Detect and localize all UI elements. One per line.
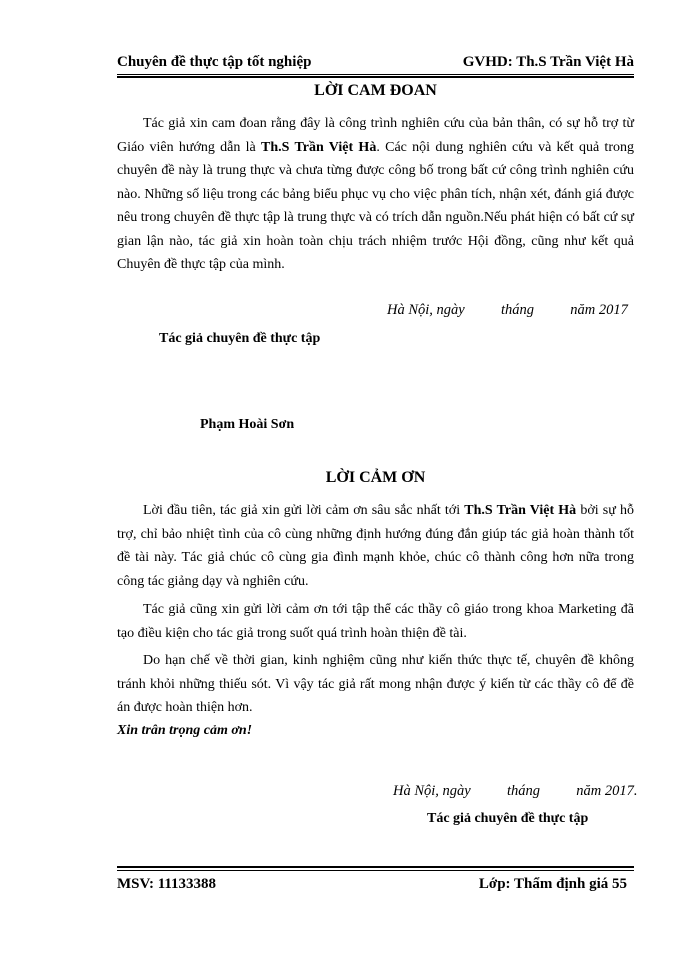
cam-doan-date: Hà Nội, ngày tháng năm 2017 <box>387 302 628 318</box>
header-right-text: GVHD: Th.S Trần Việt Hà <box>462 54 634 70</box>
cam-doan-signer-name: Phạm Hoài Sơn <box>200 417 295 432</box>
cam-on-text-b: bởi sự hỗ trợ, chỉ bảo nhiệt tình của cô cùng những định hướng đúng đắn giúp tác giả hoàn thành tốt đề tài này. Tác giả chúc cô cùng gia đình mạnh khỏe, chúc cô thành công hơn nữa trong công tác giảng dạy và nghiên cứu. <box>117 503 634 589</box>
footer-student-id: MSV: 11133388 <box>117 876 217 892</box>
footer-class: Lớp: Thẩm định giá 55 <box>478 876 627 892</box>
advisor-name: Th.S Trần Việt Hà <box>261 139 377 155</box>
cam-on-paragraph-2: Tác giả cũng xin gửi lời cảm ơn tới tập thể các thầy cô giáo trong khoa Marketing đã tạo điều kiện cho tác giả trong suốt quá trình hoàn thiện đề tài. <box>117 602 634 641</box>
closing-line: Xin trân trọng cảm ơn! <box>117 723 253 738</box>
page-footer <box>117 876 627 893</box>
header-rule-thick <box>117 76 634 78</box>
advisor-name-2: Th.S Trần Việt Hà <box>464 503 577 518</box>
header-rule <box>117 74 634 75</box>
cam-on-title: LỜI CẢM ƠN <box>325 469 426 486</box>
page-header <box>117 54 634 71</box>
document-page <box>117 0 638 960</box>
cam-doan-title: LỜI CAM ĐOAN <box>314 82 437 99</box>
cam-doan-signer-title: Tác giả chuyên đề thực tập <box>159 331 321 346</box>
cam-on-paragraph-3: Do hạn chế về thời gian, kinh nghiệm cũng như kiến thức thực tế, chuyên đề không tránh khỏi những thiếu sót. Vì vậy tác giả rất mong nhận được ý kiến từ các thầy cô để đề án được hoàn thiện hơn. <box>117 653 634 715</box>
cam-on-paragraph-1 <box>117 499 634 593</box>
footer-rule-thick <box>117 866 634 868</box>
cam-on-text-a: Lời đầu tiên, tác giả xin gửi lời cảm ơn sâu sắc nhất tới <box>143 503 465 518</box>
footer-rule <box>117 870 634 871</box>
cam-on-signer-title: Tác giả chuyên đề thực tập <box>427 811 589 826</box>
cam-on-date: Hà Nội, ngày tháng năm 2017. <box>393 783 638 799</box>
header-left-text: Chuyên đề thực tập tốt nghiệp <box>117 54 312 70</box>
cam-doan-text-b: . Các nội dung nghiên cứu và kết quả trong chuyên đề này là trung thực và chưa từng được công bố trong bất cứ công trình nghiên cứu nào. Những số liệu trong các bảng biểu phục vụ cho việc phân tích, nhận xét, đánh giá được nêu trong chuyên đề thực tập là trung thực và có trích dẫn nguồn.Nếu phát hiện có bất cứ sự gian lận nào, tác giả xin hoàn toàn chịu trách nhiệm trước Hội đồng, cũng như kết quả Chuyên đề thực tập của mình. <box>117 139 634 272</box>
cam-doan-text-a: Tác giả xin cam đoan rằng đây là công trình nghiên cứu của bản thân, có sự hỗ trợ từ Giáo viên hướng dẫn là <box>117 116 634 155</box>
cam-doan-paragraph <box>117 112 634 277</box>
